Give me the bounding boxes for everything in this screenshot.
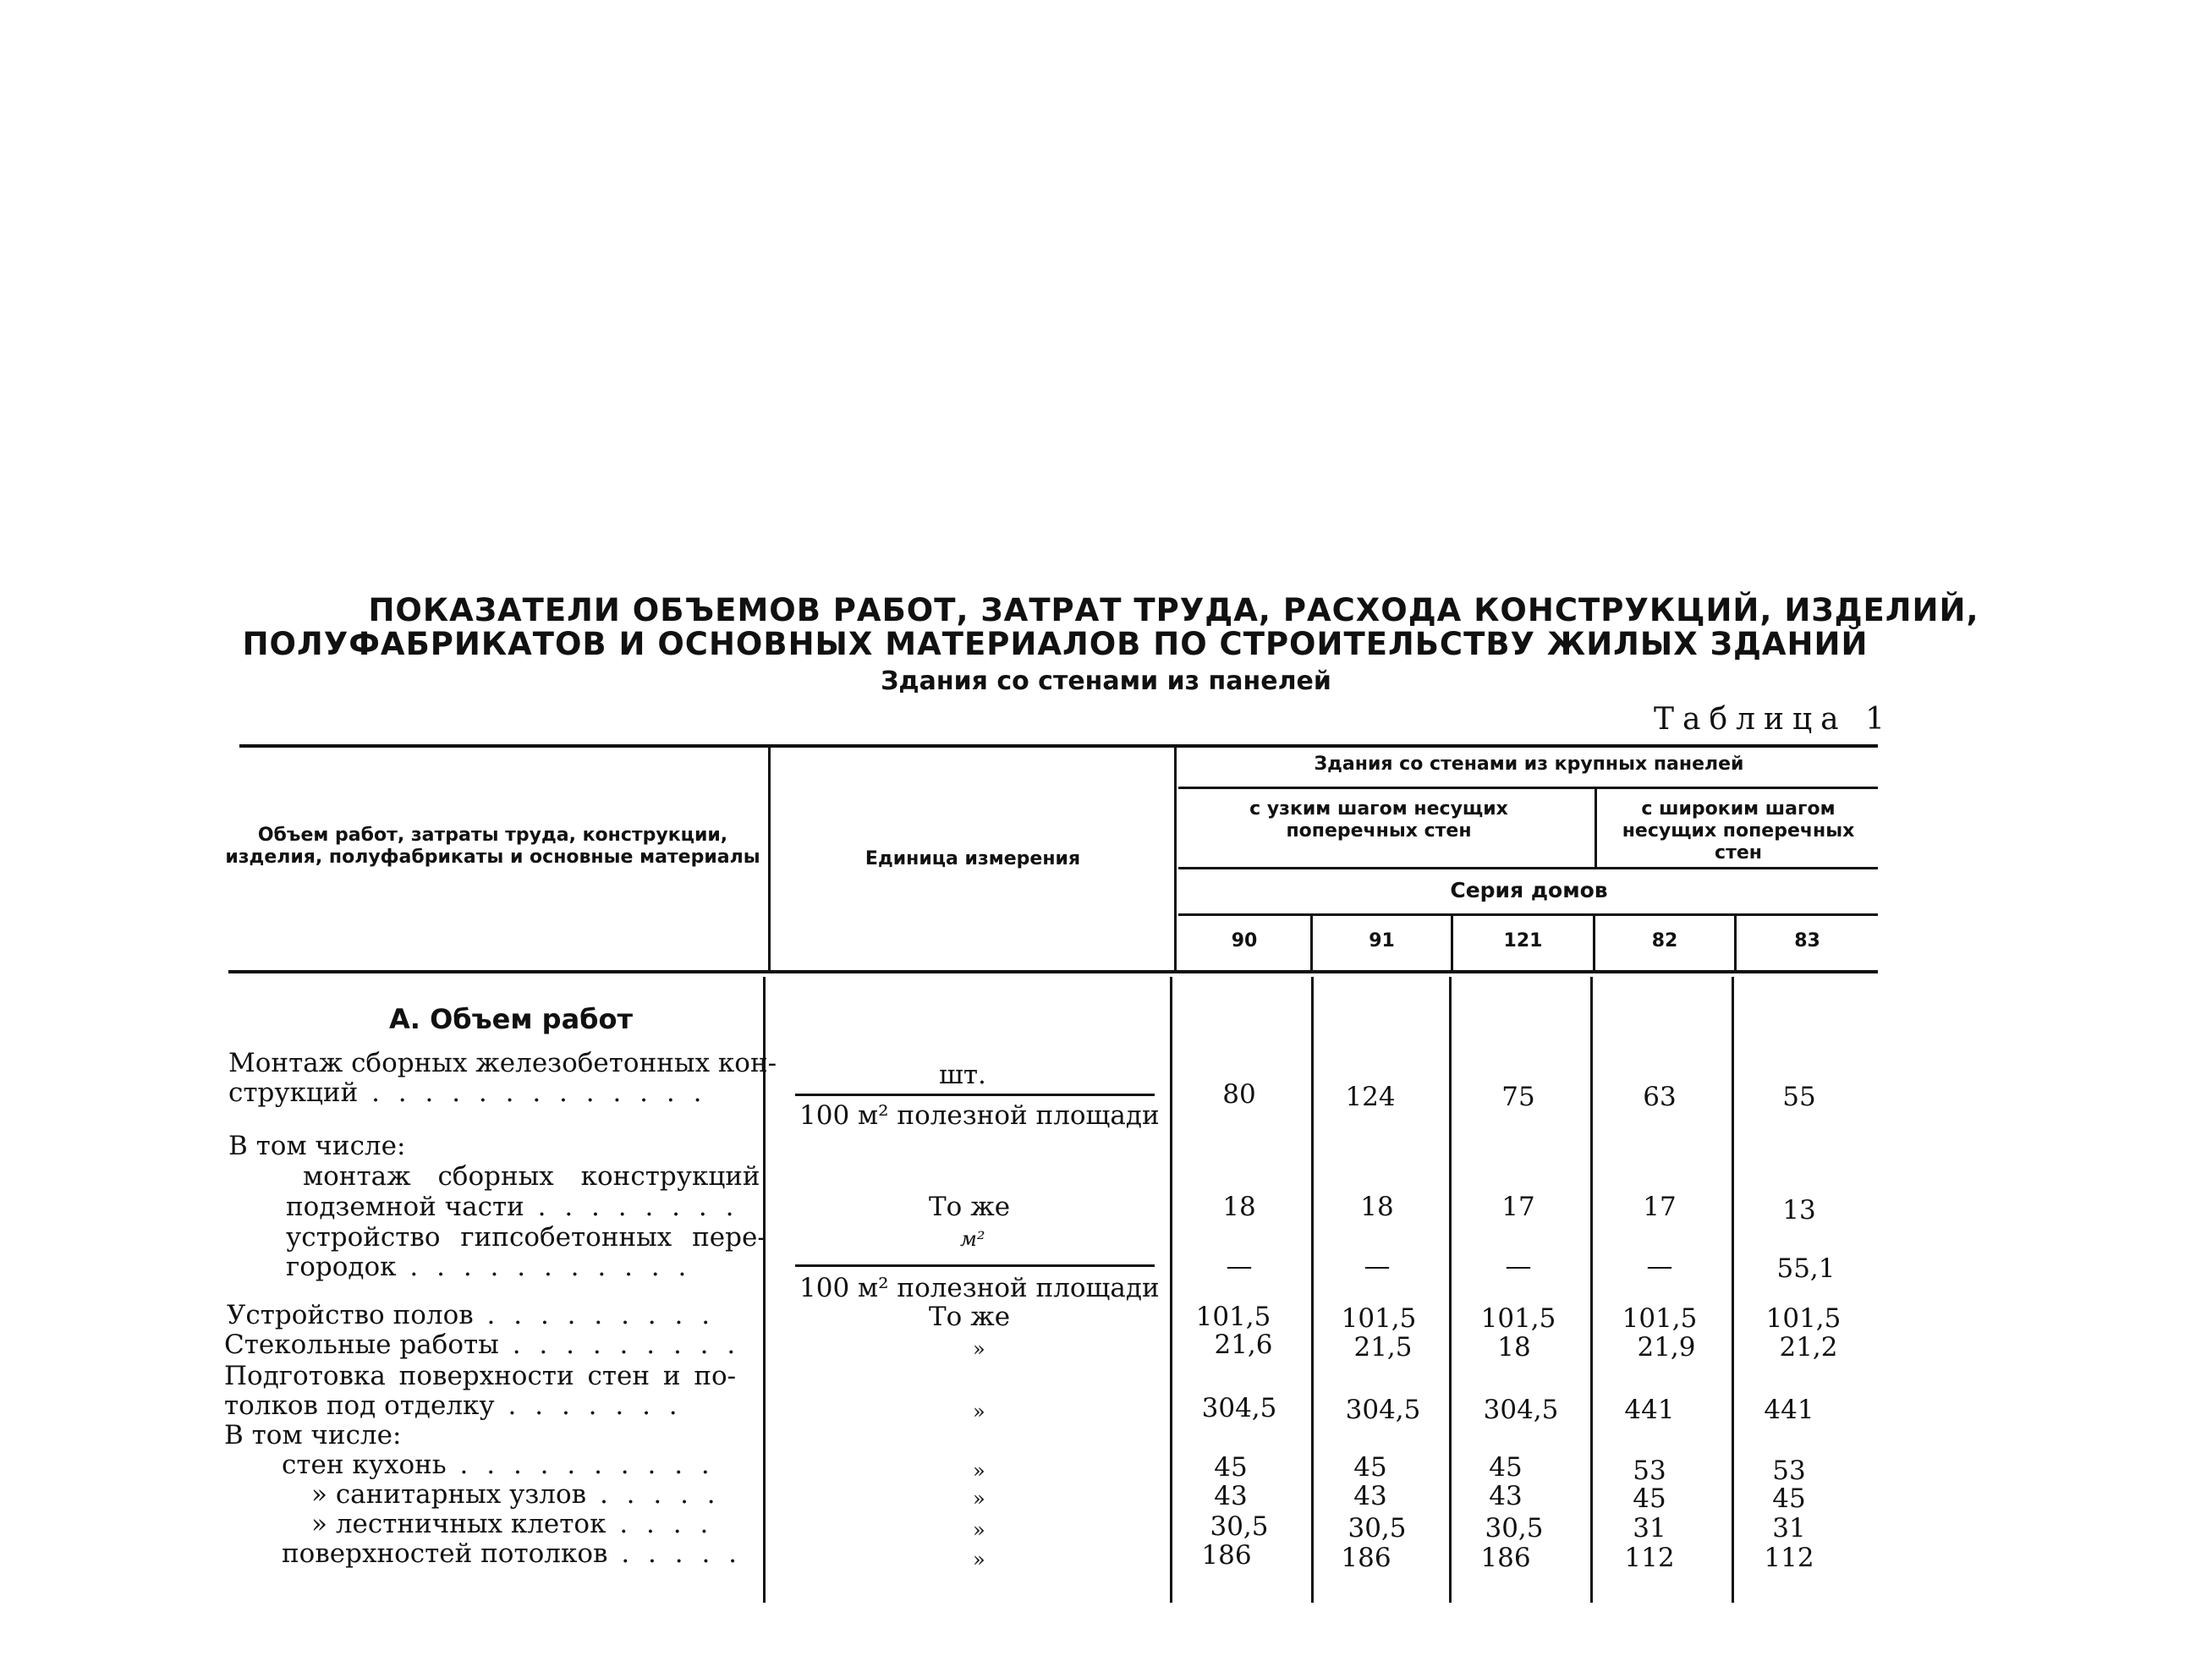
row6-val-91: 304,5 bbox=[1345, 1395, 1421, 1425]
row7-val-83: 53 bbox=[1772, 1456, 1806, 1486]
row3-val-121: — bbox=[1505, 1251, 1532, 1281]
row10-label: поверхностей потолков . . . . . bbox=[282, 1538, 743, 1569]
row1-unit-fraction bbox=[795, 1094, 1155, 1096]
header-col2: Единица измерения bbox=[864, 848, 1081, 869]
row4-unit: То же bbox=[929, 1302, 1011, 1332]
header-series: Серия домов bbox=[1450, 878, 1608, 902]
title-line-2: ПОЛУФАБРИКАТОВ И ОСНОВНЫХ МАТЕРИАЛОВ ПО СТРОИТЕЛЬСТВУ ЖИЛЫХ ЗДАНИЙ bbox=[242, 626, 1869, 662]
row10-val-121: 186 bbox=[1480, 1543, 1531, 1573]
row9-val-91: 30,5 bbox=[1348, 1513, 1407, 1544]
header-narrow: с узким шагом несущих поперечных стен bbox=[1249, 798, 1508, 842]
row2-val-82: 17 bbox=[1643, 1192, 1677, 1222]
row7-unit: » bbox=[973, 1459, 985, 1483]
row7-val-82: 53 bbox=[1633, 1456, 1666, 1486]
col-divider-2 bbox=[1174, 748, 1177, 971]
row9-val-90: 30,5 bbox=[1210, 1511, 1269, 1542]
row6-label-2: толков под отделку . . . . . . . bbox=[224, 1390, 683, 1421]
row1-val-83: 55 bbox=[1782, 1082, 1816, 1112]
row1-label-2: струкций . . . . . . . . . . . . . bbox=[228, 1077, 707, 1108]
row8-val-83: 45 bbox=[1772, 1483, 1806, 1514]
row7-val-90: 45 bbox=[1214, 1452, 1248, 1483]
row9-val-82: 31 bbox=[1633, 1513, 1666, 1544]
row9-val-121: 30,5 bbox=[1485, 1513, 1544, 1544]
header-series-91: 91 bbox=[1369, 930, 1395, 951]
title-line-1: ПОКАЗАТЕЛИ ОБЪЕМОВ РАБОТ, ЗАТРАТ ТРУДА, РАСХОДА КОНСТРУКЦИЙ, ИЗДЕЛИЙ, bbox=[368, 592, 1979, 628]
row6-unit: » bbox=[973, 1400, 985, 1423]
row2-val-91: 18 bbox=[1360, 1192, 1394, 1222]
row8-val-90: 43 bbox=[1214, 1481, 1248, 1511]
row4-val-83: 101,5 bbox=[1765, 1303, 1842, 1334]
row9-unit: » bbox=[973, 1518, 985, 1542]
row3-val-90: — bbox=[1226, 1251, 1253, 1281]
row8-label: » санитарных узлов . . . . . bbox=[311, 1479, 721, 1510]
row1-unit-bot: 100 м² полезной площади bbox=[799, 1100, 1160, 1131]
row4-val-91: 101,5 bbox=[1341, 1303, 1417, 1334]
header-col1: Объем работ, затраты труда, конструкции, изделия, полуфабрикаты и основные материалы bbox=[225, 825, 760, 868]
including-label-2: В том числе: bbox=[224, 1420, 402, 1450]
row1-val-90: 80 bbox=[1222, 1079, 1256, 1110]
row3-label-2: городок . . . . . . . . . . . bbox=[286, 1252, 692, 1282]
row5-val-90: 21,6 bbox=[1214, 1330, 1273, 1360]
row5-label: Стекольные работы . . . . . . . . . bbox=[224, 1330, 741, 1360]
header-group: Здания со стенами из крупных панелей bbox=[1314, 754, 1744, 775]
row1-val-121: 75 bbox=[1501, 1082, 1535, 1112]
row10-val-91: 186 bbox=[1341, 1543, 1391, 1573]
row2-val-83: 13 bbox=[1782, 1195, 1816, 1226]
row8-val-82: 45 bbox=[1633, 1483, 1666, 1514]
row5-val-91: 21,5 bbox=[1353, 1332, 1413, 1363]
row5-unit: » bbox=[973, 1337, 985, 1361]
row1-val-91: 124 bbox=[1345, 1082, 1396, 1112]
row3-unit-bot: 100 м² полезной площади bbox=[799, 1273, 1160, 1303]
row10-unit: » bbox=[973, 1548, 985, 1571]
row6-label-1: Подготовка поверхности стен и по- bbox=[224, 1361, 737, 1391]
row4-label: Устройство полов . . . . . . . . . bbox=[227, 1300, 716, 1330]
row10-val-90: 186 bbox=[1201, 1540, 1252, 1571]
row1-val-82: 63 bbox=[1643, 1082, 1677, 1112]
row2-unit: То же bbox=[929, 1192, 1011, 1222]
header-series-83: 83 bbox=[1794, 930, 1820, 951]
row9-label: » лестничных клеток . . . . bbox=[311, 1509, 714, 1539]
row3-val-82: — bbox=[1646, 1251, 1673, 1281]
row1-label-1: Монтаж сборных железобетонных кон- bbox=[228, 1048, 777, 1078]
row3-unit-fraction bbox=[795, 1264, 1155, 1267]
table-number: Таблица 1 bbox=[1654, 702, 1893, 737]
header-bottom-rule bbox=[228, 970, 1878, 973]
subgroup-rule bbox=[1178, 867, 1878, 869]
subtitle: Здания со стенами из панелей bbox=[881, 666, 1331, 696]
row10-val-83: 112 bbox=[1764, 1543, 1814, 1573]
row3-label-1: устройство гипсобетонных пере- bbox=[286, 1222, 766, 1253]
row2-label-1: монтаж сборных конструкций bbox=[303, 1161, 760, 1192]
row4-val-121: 101,5 bbox=[1480, 1303, 1556, 1334]
row5-val-83: 21,2 bbox=[1779, 1332, 1838, 1363]
row3-unit-top: м² bbox=[960, 1227, 985, 1251]
row2-val-90: 18 bbox=[1222, 1192, 1256, 1222]
row8-val-121: 43 bbox=[1489, 1481, 1523, 1511]
row6-val-90: 304,5 bbox=[1201, 1393, 1277, 1423]
row6-val-121: 304,5 bbox=[1483, 1395, 1559, 1425]
group-rule bbox=[1178, 787, 1878, 789]
series-rule bbox=[1178, 913, 1878, 916]
row2-val-121: 17 bbox=[1501, 1192, 1535, 1222]
row2-label-2: подземной части . . . . . . . . bbox=[286, 1192, 739, 1222]
row8-unit: » bbox=[973, 1487, 985, 1511]
row10-val-82: 112 bbox=[1624, 1543, 1675, 1573]
header-series-121: 121 bbox=[1503, 930, 1543, 951]
including-label-1: В том числе: bbox=[228, 1131, 406, 1161]
row6-val-82: 441 bbox=[1624, 1395, 1675, 1425]
row7-val-91: 45 bbox=[1353, 1452, 1387, 1483]
row5-val-121: 18 bbox=[1497, 1332, 1531, 1363]
row7-label: стен кухонь . . . . . . . . . . bbox=[282, 1450, 715, 1480]
header-series-90: 90 bbox=[1231, 930, 1258, 951]
row4-val-82: 101,5 bbox=[1622, 1303, 1698, 1334]
row8-val-91: 43 bbox=[1353, 1481, 1387, 1511]
subgroup-divider bbox=[1595, 789, 1597, 867]
row6-val-83: 441 bbox=[1764, 1395, 1814, 1425]
row3-val-91: — bbox=[1364, 1251, 1391, 1281]
row9-val-83: 31 bbox=[1772, 1513, 1806, 1544]
row1-unit-top: шт. bbox=[939, 1060, 986, 1090]
section-heading: А. Объем работ bbox=[389, 1003, 634, 1035]
row4-val-90: 101,5 bbox=[1195, 1302, 1271, 1332]
row7-val-121: 45 bbox=[1489, 1452, 1523, 1483]
table-top-rule bbox=[239, 744, 1878, 748]
header-wide: с широким шагом несущих поперечных стен bbox=[1622, 798, 1855, 864]
header-series-82: 82 bbox=[1651, 930, 1678, 951]
col-divider-1 bbox=[768, 748, 771, 971]
row3-val-83: 55,1 bbox=[1776, 1253, 1836, 1284]
row5-val-82: 21,9 bbox=[1637, 1332, 1696, 1363]
